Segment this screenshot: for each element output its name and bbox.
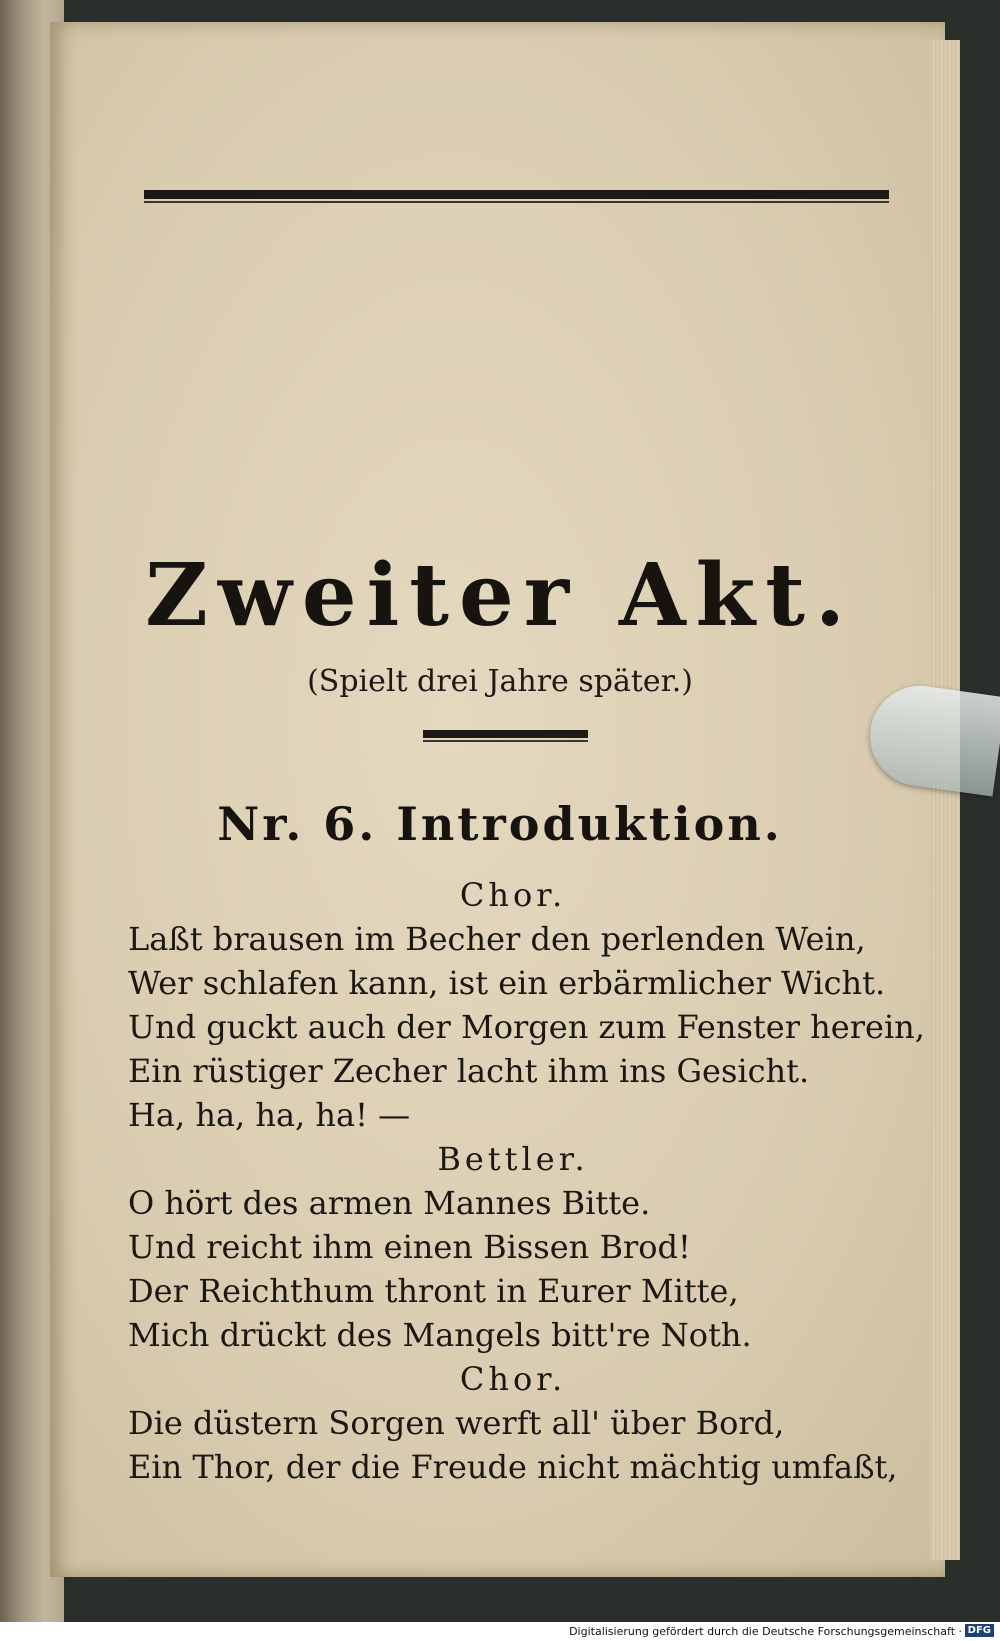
verse-line: Mich drückt des Mangels bitt're Noth. — [128, 1316, 752, 1354]
verse-line: Und reicht ihm einen Bissen Brod! — [128, 1228, 691, 1266]
verse-line: Und guckt auch der Morgen zum Fenster herein, — [128, 1008, 925, 1046]
digitization-credit: Digitalisierung gefördert durch die Deutsche Forschungsgemeinschaft · — [569, 1625, 962, 1638]
speaker-label: Chor. — [459, 876, 567, 914]
libretto-text — [128, 873, 925, 1489]
top-rule — [144, 190, 889, 199]
dfg-logo: DFG — [965, 1624, 994, 1637]
verse-line: Laßt brausen im Becher den perlenden Wein, — [128, 920, 866, 958]
section-title: Nr. 6. Introduktion. — [217, 797, 783, 851]
verse-line: Ein Thor, der die Freude nicht mächtig umfaßt, — [128, 1448, 898, 1486]
speaker-label: Bettler. — [437, 1140, 589, 1178]
verse-line: Wer schlafen kann, ist ein erbärmlicher Wicht. — [128, 964, 886, 1002]
verse-line: Die düstern Sorgen werft all' über Bord, — [128, 1404, 785, 1442]
verse-line: Der Reichthum thront in Eurer Mitte, — [128, 1272, 739, 1310]
act-title: Zweiter Akt. — [145, 545, 855, 646]
verse-line: Ein rüstiger Zecher lacht ihm ins Gesicht. — [128, 1052, 810, 1090]
speaker-label: Chor. — [459, 1360, 567, 1398]
verse-line: O hört des armen Mannes Bitte. — [128, 1184, 651, 1222]
title-divider — [423, 730, 588, 738]
verse-line: Ha, ha, ha, ha! — — [128, 1096, 411, 1134]
act-subtitle: (Spielt drei Jahre später.) — [307, 664, 693, 699]
